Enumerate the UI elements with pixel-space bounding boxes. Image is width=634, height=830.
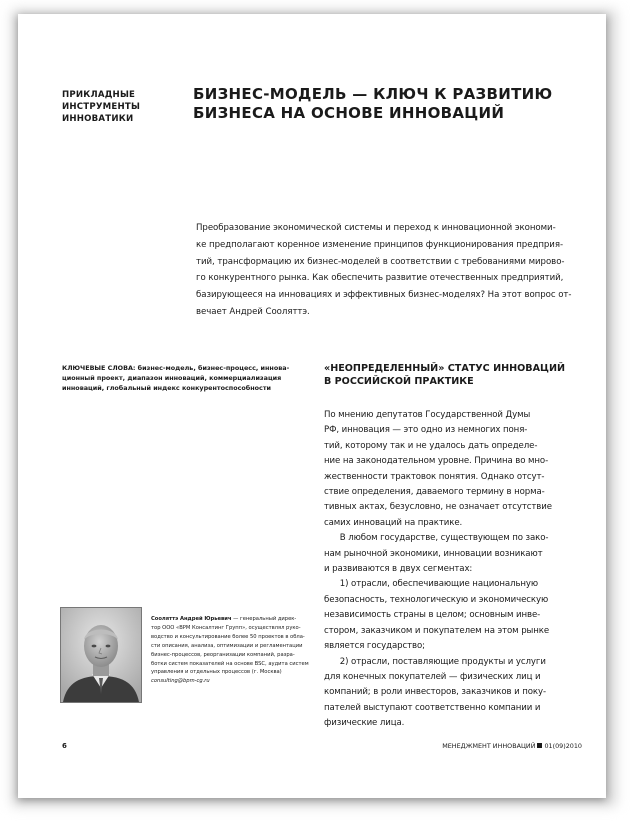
- page-number: 6: [62, 742, 67, 750]
- body-line: тий, которому так и не удалось дать определе-: [324, 440, 538, 451]
- body-line: В любом государстве, существующем по зако-: [324, 533, 549, 544]
- body-line: независимость страны в целом; основным инве-: [324, 610, 541, 621]
- body-line: РФ, инновация — это одно из немногих поня-: [324, 425, 528, 436]
- section-heading-line: В РОССИЙСКОЙ ПРАКТИКЕ: [324, 375, 474, 387]
- keywords-line: инноваций, глобальный индекс конкурентоспособности: [62, 383, 272, 392]
- body-line: тивных актах, безусловно, не означает отсутствие: [324, 502, 552, 513]
- keywords-line: ционный проект, диапазон инноваций, коммерциализация: [62, 373, 282, 382]
- author-name: Сооляттэ Андрей Юрьевич: [151, 616, 232, 622]
- author-bio-line: тор ООО «BPM Консалтинг Групп», осуществлял руко-: [151, 624, 301, 631]
- body-line: стором, заказчиком и покупателем на этом рынке: [324, 625, 550, 636]
- lead-line: го конкурентного рынка. Как обеспечить развитие отечественных предприятий,: [196, 273, 564, 284]
- body-line: самих инноваций на практике.: [324, 517, 463, 528]
- author-bio-line: бизнес-процессов, реорганизации компаний, разра-: [151, 651, 295, 658]
- journal-issue: 01(09)2010: [544, 742, 582, 750]
- keywords-line: КЛЮЧЕВЫЕ СЛОВА: бизнес-модель, бизнес-процесс, иннова-: [62, 364, 290, 372]
- body-line: жественности трактовок понятия. Однако отсут-: [324, 471, 545, 482]
- body-line: нам рыночной экономики, инновации возникают: [324, 548, 543, 559]
- body-line: и развиваются в двух сегментах:: [324, 564, 473, 575]
- author-email-link[interactable]: consulting@bpm-cg.ru: [151, 678, 210, 685]
- article-title-line: БИЗНЕСА НА ОСНОВЕ ИННОВАЦИЙ: [193, 104, 505, 122]
- author-bio-line: сти описания, анализа, оптимизации и регламентации: [151, 642, 303, 649]
- body-text: [324, 408, 586, 732]
- journal-footer: [442, 742, 582, 750]
- body-line: ствие определения, даваемого термину в норма-: [324, 487, 545, 498]
- lead-line: ке предполагают коренное изменение принципов функционирования предприя-: [196, 239, 564, 250]
- author-bio-line: ботки систем показателей на основе BSC, аудита систем: [151, 660, 309, 667]
- body-line: компаний; в роли инвесторов, заказчиков и поку-: [324, 687, 546, 698]
- author-bio: [151, 615, 309, 686]
- body-line: ние на законодательном уровне. Причина во мно-: [324, 456, 549, 467]
- lead-line: вечает Андрей Сооляттэ.: [196, 306, 310, 317]
- body-line: является государство;: [324, 641, 425, 652]
- body-line: пателей выступают соответственно компании и: [324, 702, 541, 713]
- journal-name: МЕНЕДЖМЕНТ ИННОВАЦИЙ: [442, 742, 536, 750]
- lead-line: Преобразование экономической системы и переход к инновационной экономи-: [196, 223, 556, 233]
- body-line: 2) отрасли, поставляющие продукты и услуги: [324, 656, 546, 667]
- lead-paragraph: [196, 220, 572, 321]
- article-title: [193, 85, 583, 123]
- article-title-line: БИЗНЕС-МОДЕЛЬ — КЛЮЧ К РАЗВИТИЮ: [193, 85, 553, 103]
- keywords: [62, 364, 302, 393]
- body-line: для конечных покупателей — физических лиц и: [324, 671, 541, 682]
- body-line: По мнению депутатов Государственной Думы: [324, 410, 531, 420]
- lead-line: тий, трансформацию их бизнес-моделей в соответствии с требованиями мирово-: [196, 256, 565, 267]
- section-label: [62, 89, 182, 125]
- section-label-line: ИННОВАТИКИ: [62, 114, 134, 124]
- author-photo: [60, 607, 142, 703]
- body-line: безопасность, технологическую и экономическую: [324, 594, 549, 605]
- author-bio-line: водство и консультирование более 50 проектов в обла-: [151, 633, 305, 640]
- section-heading-line: «НЕОПРЕДЕЛЕННЫЙ» СТАТУС ИННОВАЦИЙ: [324, 363, 566, 374]
- author-portrait-icon: [61, 608, 141, 702]
- square-bullet-icon: [537, 743, 542, 748]
- section-label-line: ИНСТРУМЕНТЫ: [62, 102, 141, 112]
- body-line: физические лица.: [324, 718, 405, 729]
- lead-line: базирующееся на инновациях и эффективных бизнес-моделях? На этот вопрос от-: [196, 290, 572, 301]
- body-line: 1) отрасли, обеспечивающие национальную: [324, 579, 539, 590]
- author-bio-line: управления и отдельных процессов (г. Москва): [151, 669, 282, 676]
- author-bio-line: — генеральный дирек-: [231, 616, 297, 622]
- section-heading: [324, 363, 584, 388]
- section-label-line: ПРИКЛАДНЫЕ: [62, 90, 136, 100]
